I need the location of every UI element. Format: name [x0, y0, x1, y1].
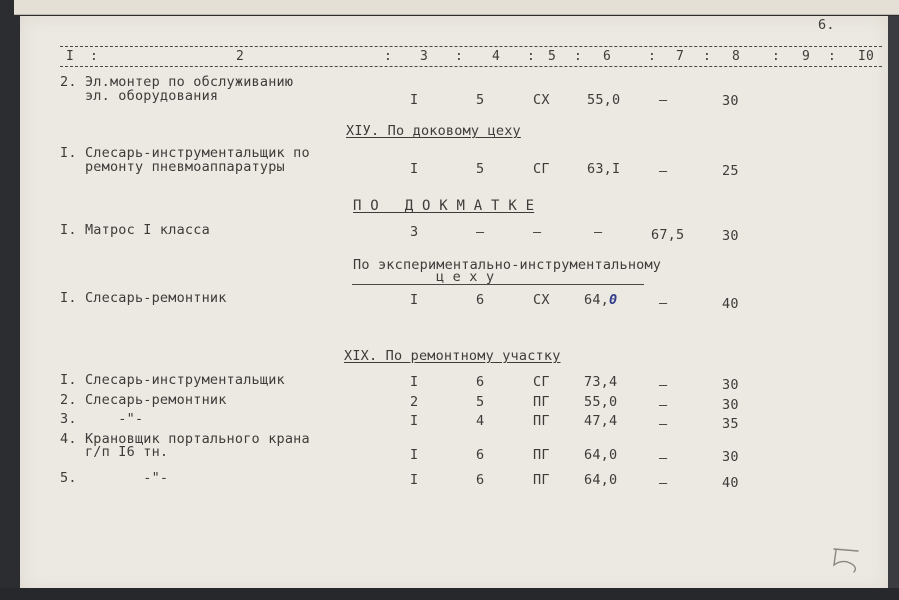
scan-border-bottom [0, 588, 899, 600]
section-title: XIX. По ремонтному участку [344, 348, 561, 364]
row-col3: I [410, 292, 419, 308]
row-col6: – [594, 224, 603, 240]
row-col4: 6 [476, 472, 485, 488]
row-col3: I [410, 161, 419, 177]
row-col5: ПГ [533, 447, 550, 463]
row-col7: – [659, 397, 668, 413]
previous-page-edge [14, 0, 899, 15]
row-col8: 30 [722, 377, 739, 393]
row-col7: – [659, 163, 668, 179]
section-title-cont: ц е х у [436, 269, 495, 285]
row-name-cont: г/п I6 тн. [60, 444, 169, 460]
row-col4: 5 [476, 92, 485, 108]
col-header-10: I0 [858, 49, 875, 64]
row-name: 3. -"- [60, 411, 144, 427]
row-name: I. Матрос I класса [60, 222, 210, 238]
row-col5: СГ [533, 161, 550, 177]
row-col8: 35 [722, 416, 739, 432]
handwritten-correction: 0 [608, 292, 618, 308]
row-col3: I [410, 447, 419, 463]
col-header-9: 9 [802, 49, 811, 64]
row-col7: – [659, 416, 668, 432]
row-col5: СХ [533, 92, 550, 108]
row-col4: 6 [476, 447, 485, 463]
row-col3: 3 [410, 224, 419, 240]
row-col4: 5 [476, 161, 485, 177]
row-col5: ПГ [533, 413, 550, 429]
row-col4: 4 [476, 413, 485, 429]
col-sep: : [527, 49, 536, 64]
row-col6: 55,0 [584, 394, 618, 410]
row-col7: – [659, 377, 668, 393]
row-col7: – [659, 475, 668, 491]
header-rule-top [60, 46, 882, 47]
row-col6: 55,0 [587, 92, 621, 108]
col-sep: : [90, 49, 99, 64]
row-name: I. Слесарь-инструментальщик по [60, 145, 310, 161]
row-col3: I [410, 413, 419, 429]
row-col7: – [659, 450, 668, 466]
row-col8: 30 [722, 449, 739, 465]
section-title: По экспериментально-инструментальному [353, 257, 662, 273]
handwritten-mark [828, 545, 868, 575]
row-col3: 2 [410, 394, 419, 410]
row-col6 [584, 293, 617, 307]
row-name: I. Слесарь-ремонтник [60, 290, 227, 306]
col-header-3: 3 [420, 49, 429, 64]
col-sep: : [648, 49, 657, 64]
row-col4: 6 [476, 292, 485, 308]
row-col8: 30 [722, 228, 739, 244]
row-col4: 6 [476, 374, 485, 390]
row-col8: 40 [722, 475, 739, 491]
row-col5: – [533, 224, 542, 240]
page-number: 6. [818, 17, 835, 33]
row-col6: 64,0 [584, 447, 618, 463]
row-name-cont: ремонту пневмоаппаратуры [60, 159, 285, 175]
section-title: XIУ. По доковому цеху [346, 123, 521, 139]
row-name: 4. Крановщик портального крана [60, 431, 310, 447]
col-header-5: 5 [548, 49, 557, 64]
row-col5: СХ [533, 292, 550, 308]
col-header-4: 4 [492, 49, 501, 64]
col-sep: : [384, 49, 393, 64]
col-sep: : [703, 49, 712, 64]
scan-border-right [888, 16, 899, 600]
row-col5: СГ [533, 374, 550, 390]
row-col5: ПГ [533, 394, 550, 410]
row-col8: 40 [722, 296, 739, 312]
section-underline [352, 284, 644, 285]
row-col7: – [659, 92, 668, 108]
col-sep: : [828, 49, 837, 64]
row-col8: 30 [722, 397, 739, 413]
row-col6-value: 64, [584, 292, 609, 308]
row-col5: ПГ [533, 472, 550, 488]
row-col6: 73,4 [584, 374, 618, 390]
row-col3: I [410, 472, 419, 488]
col-header-2: 2 [236, 49, 245, 64]
col-header-8: 8 [732, 49, 741, 64]
row-col6: 63,I [587, 161, 621, 177]
row-col6: 64,0 [584, 472, 618, 488]
row-name: 5. -"- [60, 470, 169, 486]
row-name: I. Слесарь-инструментальщик [60, 372, 285, 388]
col-sep: : [455, 49, 464, 64]
row-col4: – [476, 224, 485, 240]
row-col4: 5 [476, 394, 485, 410]
col-sep: : [574, 49, 583, 64]
row-col7: – [659, 295, 668, 311]
row-col8: 25 [722, 163, 739, 179]
row-col8: 30 [722, 93, 739, 109]
section-title: П О Д О К М А Т К Е [353, 198, 535, 214]
col-header-7: 7 [676, 49, 685, 64]
row-name: 2. Слесарь-ремонтник [60, 392, 227, 408]
row-col6: 47,4 [584, 413, 618, 429]
col-header-6: 6 [603, 49, 612, 64]
row-col7: 67,5 [651, 227, 685, 243]
row-name-cont: эл. оборудования [60, 88, 219, 104]
row-name: 2. Эл.монтер по обслуживанию [60, 74, 294, 90]
row-col3: I [410, 374, 419, 390]
header-rule-bottom [60, 66, 882, 67]
col-sep: : [772, 49, 781, 64]
row-col3: I [410, 92, 419, 108]
col-header-1: I [66, 49, 75, 64]
